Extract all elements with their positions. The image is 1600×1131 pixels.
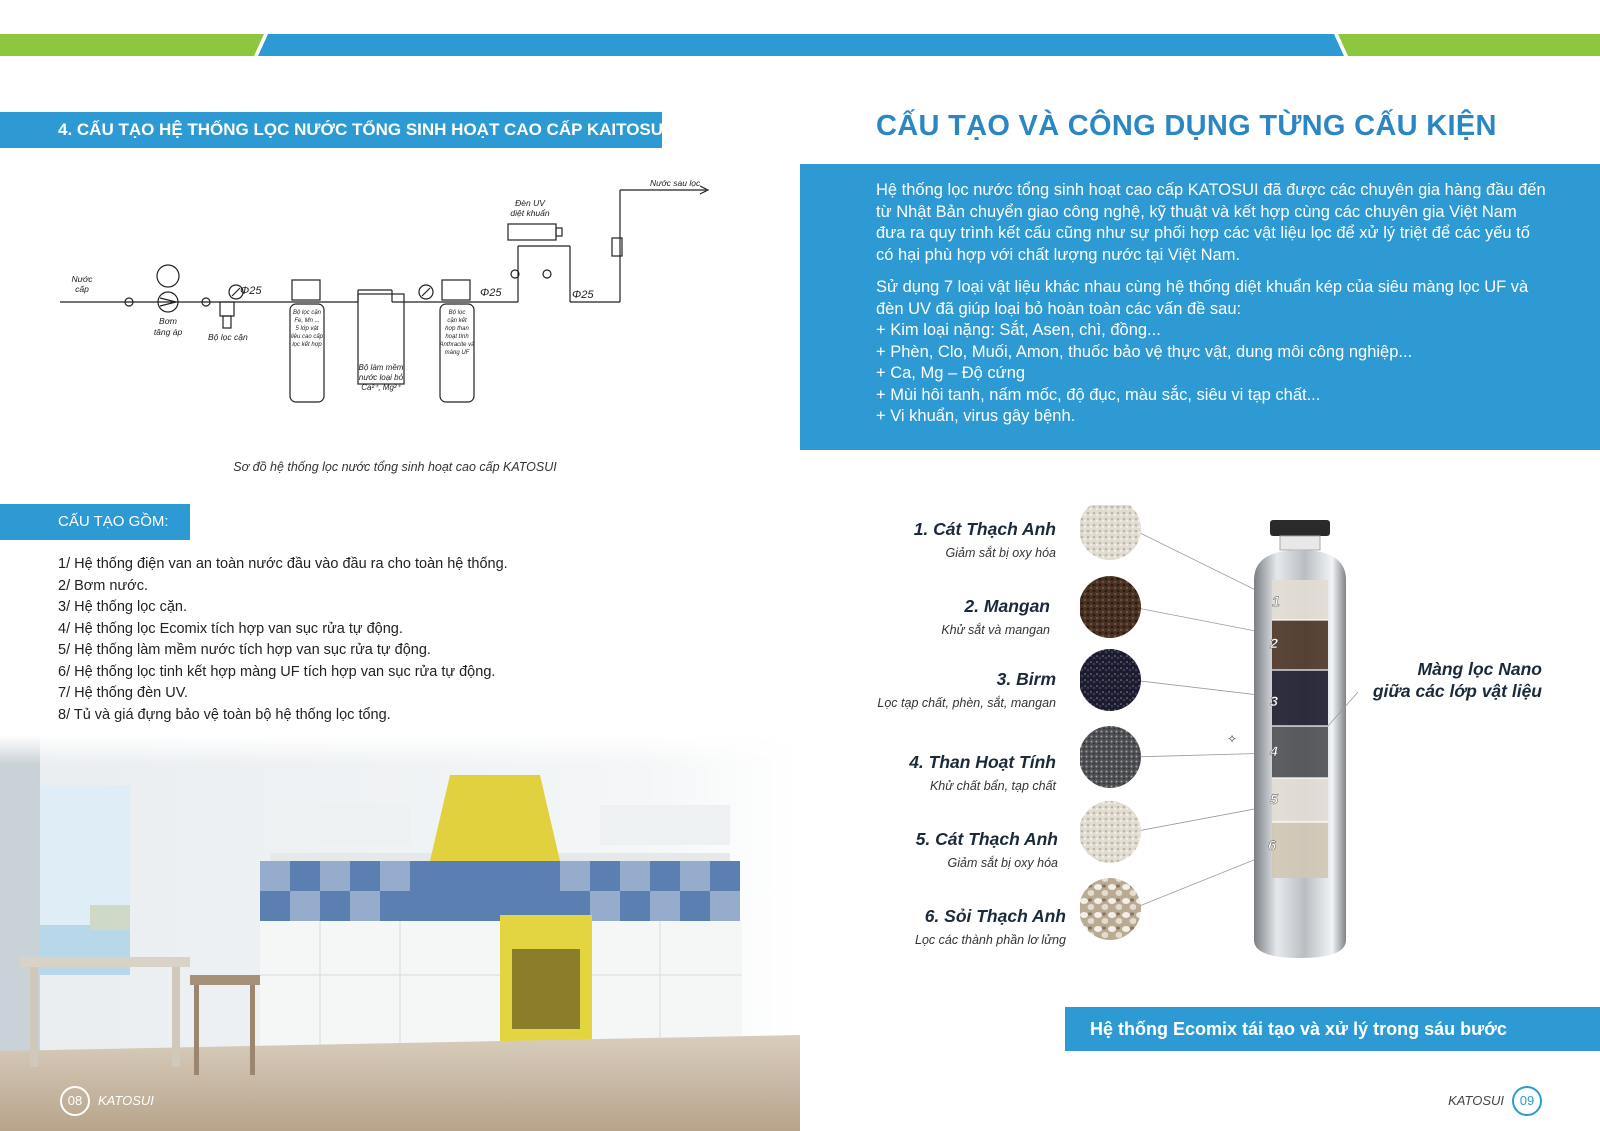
list-item: 2/ Bơm nước. [58,577,148,594]
diagram-inlet-label: Nước cấp [71,274,93,294]
list-item: 7/ Hệ thống đèn UV. [58,685,189,701]
list-item: 3/ Hệ thống lọc cặn. [58,599,187,615]
components-title: CẤU TẠO GỒM: [0,504,190,540]
diagram-pipe-size: Φ25 [480,287,502,299]
layer-tag: 3 [1270,693,1278,709]
layer-tag: 5 [1270,791,1278,807]
list-item: + Vi khuẩn, virus gây bệnh. [876,407,1076,425]
diagram-caption: Sơ đồ hệ thống lọc nước tổng sinh hoạt cao cấp KATOSUI [233,460,557,474]
layer-label: 1. Cát Thạch Anh Giảm sắt bị oxy hóa [913,519,1056,560]
brand-name: KATOSUI [98,1093,154,1108]
diagram-sediment-label: Bộ lọc cặn [208,332,248,342]
layer-label: 6. Sỏi Thạch Anh Lọc các thành phần lơ lửng [915,906,1066,947]
section-title: 4. CẤU TẠO HỆ THỐNG LỌC NƯỚC TỔNG SINH HOẠT CAO CẤP KAITOSUI [0,112,662,148]
layer-tag: 2 [1270,635,1278,651]
layer-label: 5. Cát Thạch Anh Giảm sắt bị oxy hóa [915,829,1058,870]
diagram-uv-label: Đèn UV diệt khuẩn [510,198,550,218]
list-item: + Mùi hôi tanh, nấm mốc, độ đục, màu sắc, siêu vi tạp chất... [876,385,1321,404]
system-diagram [60,178,740,418]
list-item: 4/ Hệ thống lọc Ecomix tích hợp van sục rửa tự động. [58,620,403,637]
crosshair-icon: ✧ [1227,732,1238,746]
list-item: 8/ Tủ và giá đựng bảo vệ toàn bộ hệ thống lọc tổng. [58,706,391,723]
diagram-filter2-label: Bộ lọc cặn kết hợp than hoạt tính Anthracite và màng UF [439,310,475,356]
diagram-softener-label: Bộ làm mềm nước loại bỏ Ca²⁺, Mg²⁺ [358,363,404,392]
page-number: 09 [1512,1086,1542,1116]
top-decor-bars [0,34,1600,58]
layer-label: 4. Than Hoạt Tính Khử chất bẩn, tạp chất [909,752,1056,793]
issues-list [876,320,1548,428]
layer-tag: 6 [1268,837,1276,853]
list-item: 6/ Hệ thống lọc tinh kết hợp màng UF tích hợp van sục rửa tự động. [58,663,496,680]
list-item: + Ca, Mg – Độ cứng [876,364,1026,382]
components-list [58,554,758,726]
intro-box [800,164,1600,450]
layer-tag: 1 [1272,593,1280,609]
bottom-banner: Hệ thống Ecomix tái tạo và xử lý trong sáu bước [1065,1007,1600,1051]
diagram-filter1-label: Bộ lọc cặn Fe, Mn ... 5 lớp vật liệu cao cấp lọc kết hợp [290,310,324,348]
diagram-pump-label: Bơm tăng áp [153,316,183,337]
intro-paragraph: Hệ thống lọc nước tổng sinh hoạt cao cấp KATOSUI đã được các chuyên gia hàng đầu đến từ Nhật Bản chuyển giao công nghệ, kỹ thuật và kết hợp cùng các chuyên gia Việt Nam đưa ra quy trình kết cấu cũng như sự phối hợp các vật liệu lọc để xử lý triệt để các yếu tố có hại phù hợp với chất lượng nước tại Việt Nam. [876,181,1546,264]
layer-tag: 4 [1270,743,1278,759]
nano-membrane-label: Màng lọc Nano giữa các lớp vật liệu [1372,659,1542,701]
filter-tank-illustration [1240,520,1360,960]
list-item: 1/ Hệ thống điện van an toàn nước đầu vào đầu ra cho toàn hệ thống. [58,556,508,572]
list-item: + Kim loại nặng: Sắt, Asen, chì, đồng... [876,321,1161,339]
page-footer-right [1448,1086,1542,1116]
brand-name: KATOSUI [1448,1093,1504,1108]
page-footer-left [60,1086,154,1116]
intro-paragraph: Sử dụng 7 loại vật liệu khác nhau cùng hệ thống diệt khuẩn kép của siêu màng lọc UF và đèn UV đã giúp loại bỏ hoàn toàn các vấn đề sau: [876,278,1529,318]
page-title: CẤU TẠO VÀ CÔNG DỤNG TỪNG CẤU KIỆN [876,110,1497,142]
list-item: + Phèn, Clo, Muối, Amon, thuốc bảo vệ thực vật, dung môi công nghiệp... [876,342,1413,361]
layer-label: 3. Birm Lọc tạp chất, phèn, sắt, mangan [877,669,1056,710]
kitchen-photo [0,735,800,1131]
list-item: 5/ Hệ thống làm mềm nước tích hợp van sục rửa tự động. [58,642,431,658]
diagram-pipe-size: Φ25 [240,285,262,297]
page-number: 08 [60,1086,90,1116]
diagram-outlet-label: Nước sau lọc [650,178,701,188]
diagram-pipe-size: Φ25 [572,289,594,301]
layer-label: 2. Mangan Khử sắt và mangan [941,596,1050,637]
